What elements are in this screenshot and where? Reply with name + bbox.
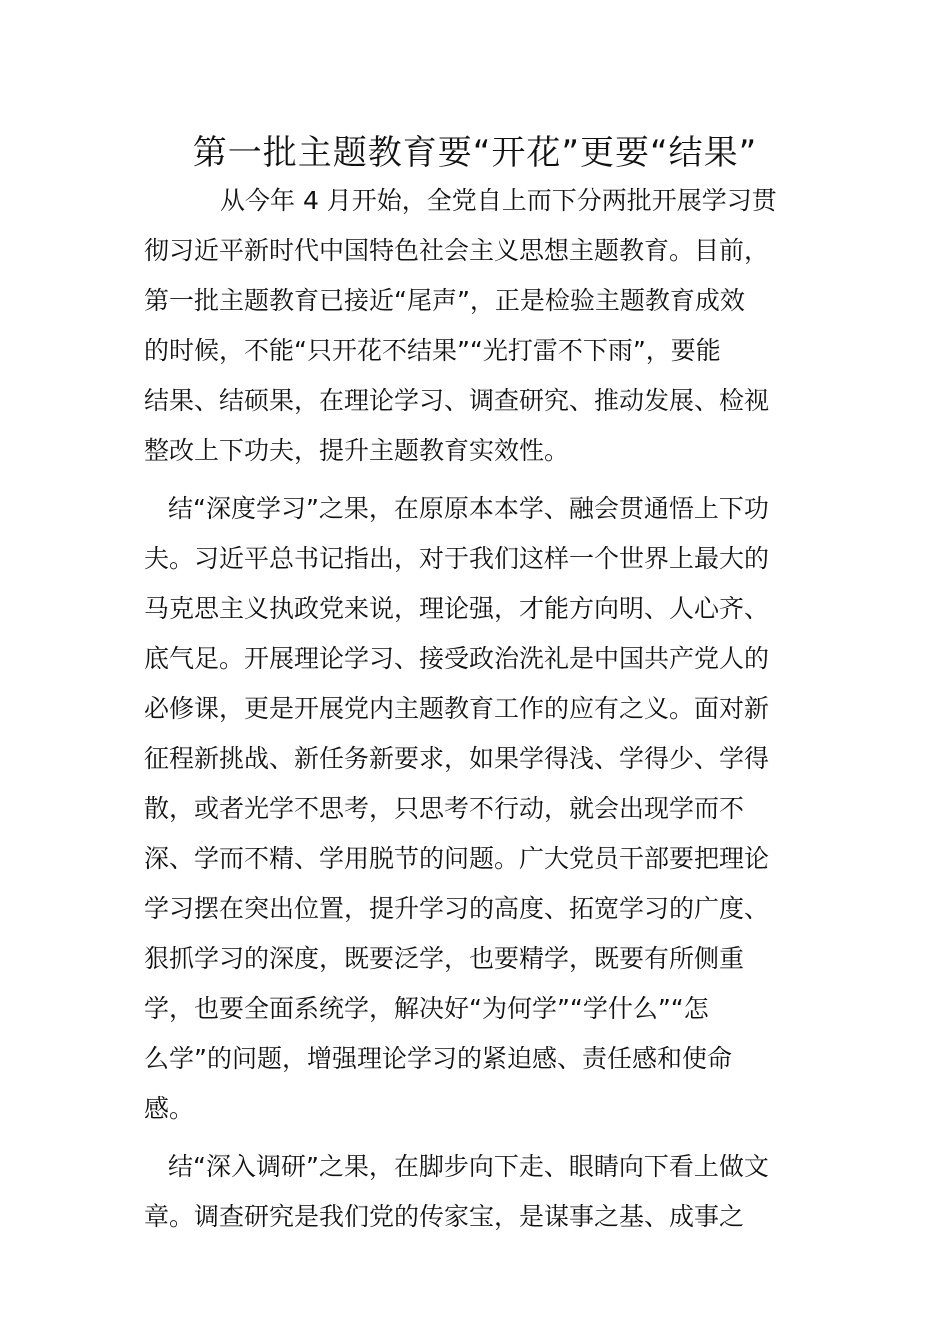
paragraph-deep-study — [144, 484, 808, 1134]
text-line: 学，也要全面系统学，解决好“为何学”“学什么”“怎 — [144, 994, 709, 1023]
text-line: 感。 — [144, 1094, 195, 1123]
text-line: 的时候，不能“只开花不结果”“光打雷不下雨”，要能 — [144, 336, 721, 365]
text-line: 结“深入调研”之果，在脚步向下走、眼睛向下看上做文 — [168, 1152, 769, 1181]
text-line: 整改上下功夫，提升主题教育实效性。 — [144, 436, 570, 465]
text-line: 夫。习近平总书记指出，对于我们这样一个世界上最大的 — [144, 544, 770, 573]
document-body — [144, 176, 808, 1242]
text-line: 散，或者光学不思考，只思考不行动，就会出现学而不 — [144, 794, 745, 823]
text-line: 么学”的问题，增强理论学习的紧迫感、责任感和使命 — [144, 1044, 732, 1073]
text-line: 彻习近平新时代中国特色社会主义思想主题教育。目前， — [144, 236, 770, 265]
text-line: 第一批主题教育已接近“尾声”，正是检验主题教育成效 — [144, 286, 745, 315]
text-line: 结果、结硕果，在理论学习、调查研究、推动发展、检视 — [144, 386, 770, 415]
text-line: 底气足。开展理论学习、接受政治洗礼是中国共产党人的 — [144, 644, 770, 673]
text-line: 必修课，更是开展党内主题教育工作的应有之义。面对新 — [144, 694, 770, 723]
document-title: 第一批主题教育要“开花”更要“结果” — [192, 133, 758, 173]
text-line: 学习摆在突出位置，提升学习的高度、拓宽学习的广度、 — [144, 894, 770, 923]
text-line: 结“深度学习”之果，在原原本本学、融会贯通悟上下功 — [168, 494, 769, 523]
text-line: 马克思主义执政党来说，理论强，才能方向明、人心齐、 — [144, 594, 770, 623]
text-line: 狠抓学习的深度，既要泛学，也要精学，既要有所侧重 — [144, 944, 745, 973]
text-line: 章。调查研究是我们党的传家宝，是谋事之基、成事之 — [144, 1202, 745, 1231]
text-line: 从今年 4 月开始，全党自上而下分两批开展学习贯 — [220, 186, 777, 215]
paragraph-deep-research — [144, 1142, 808, 1242]
text-line: 深、学而不精、学用脱节的问题。广大党员干部要把理论 — [144, 844, 770, 873]
text-line: 征程新挑战、新任务新要求，如果学得浅、学得少、学得 — [144, 744, 770, 773]
paragraph-intro — [144, 176, 808, 476]
